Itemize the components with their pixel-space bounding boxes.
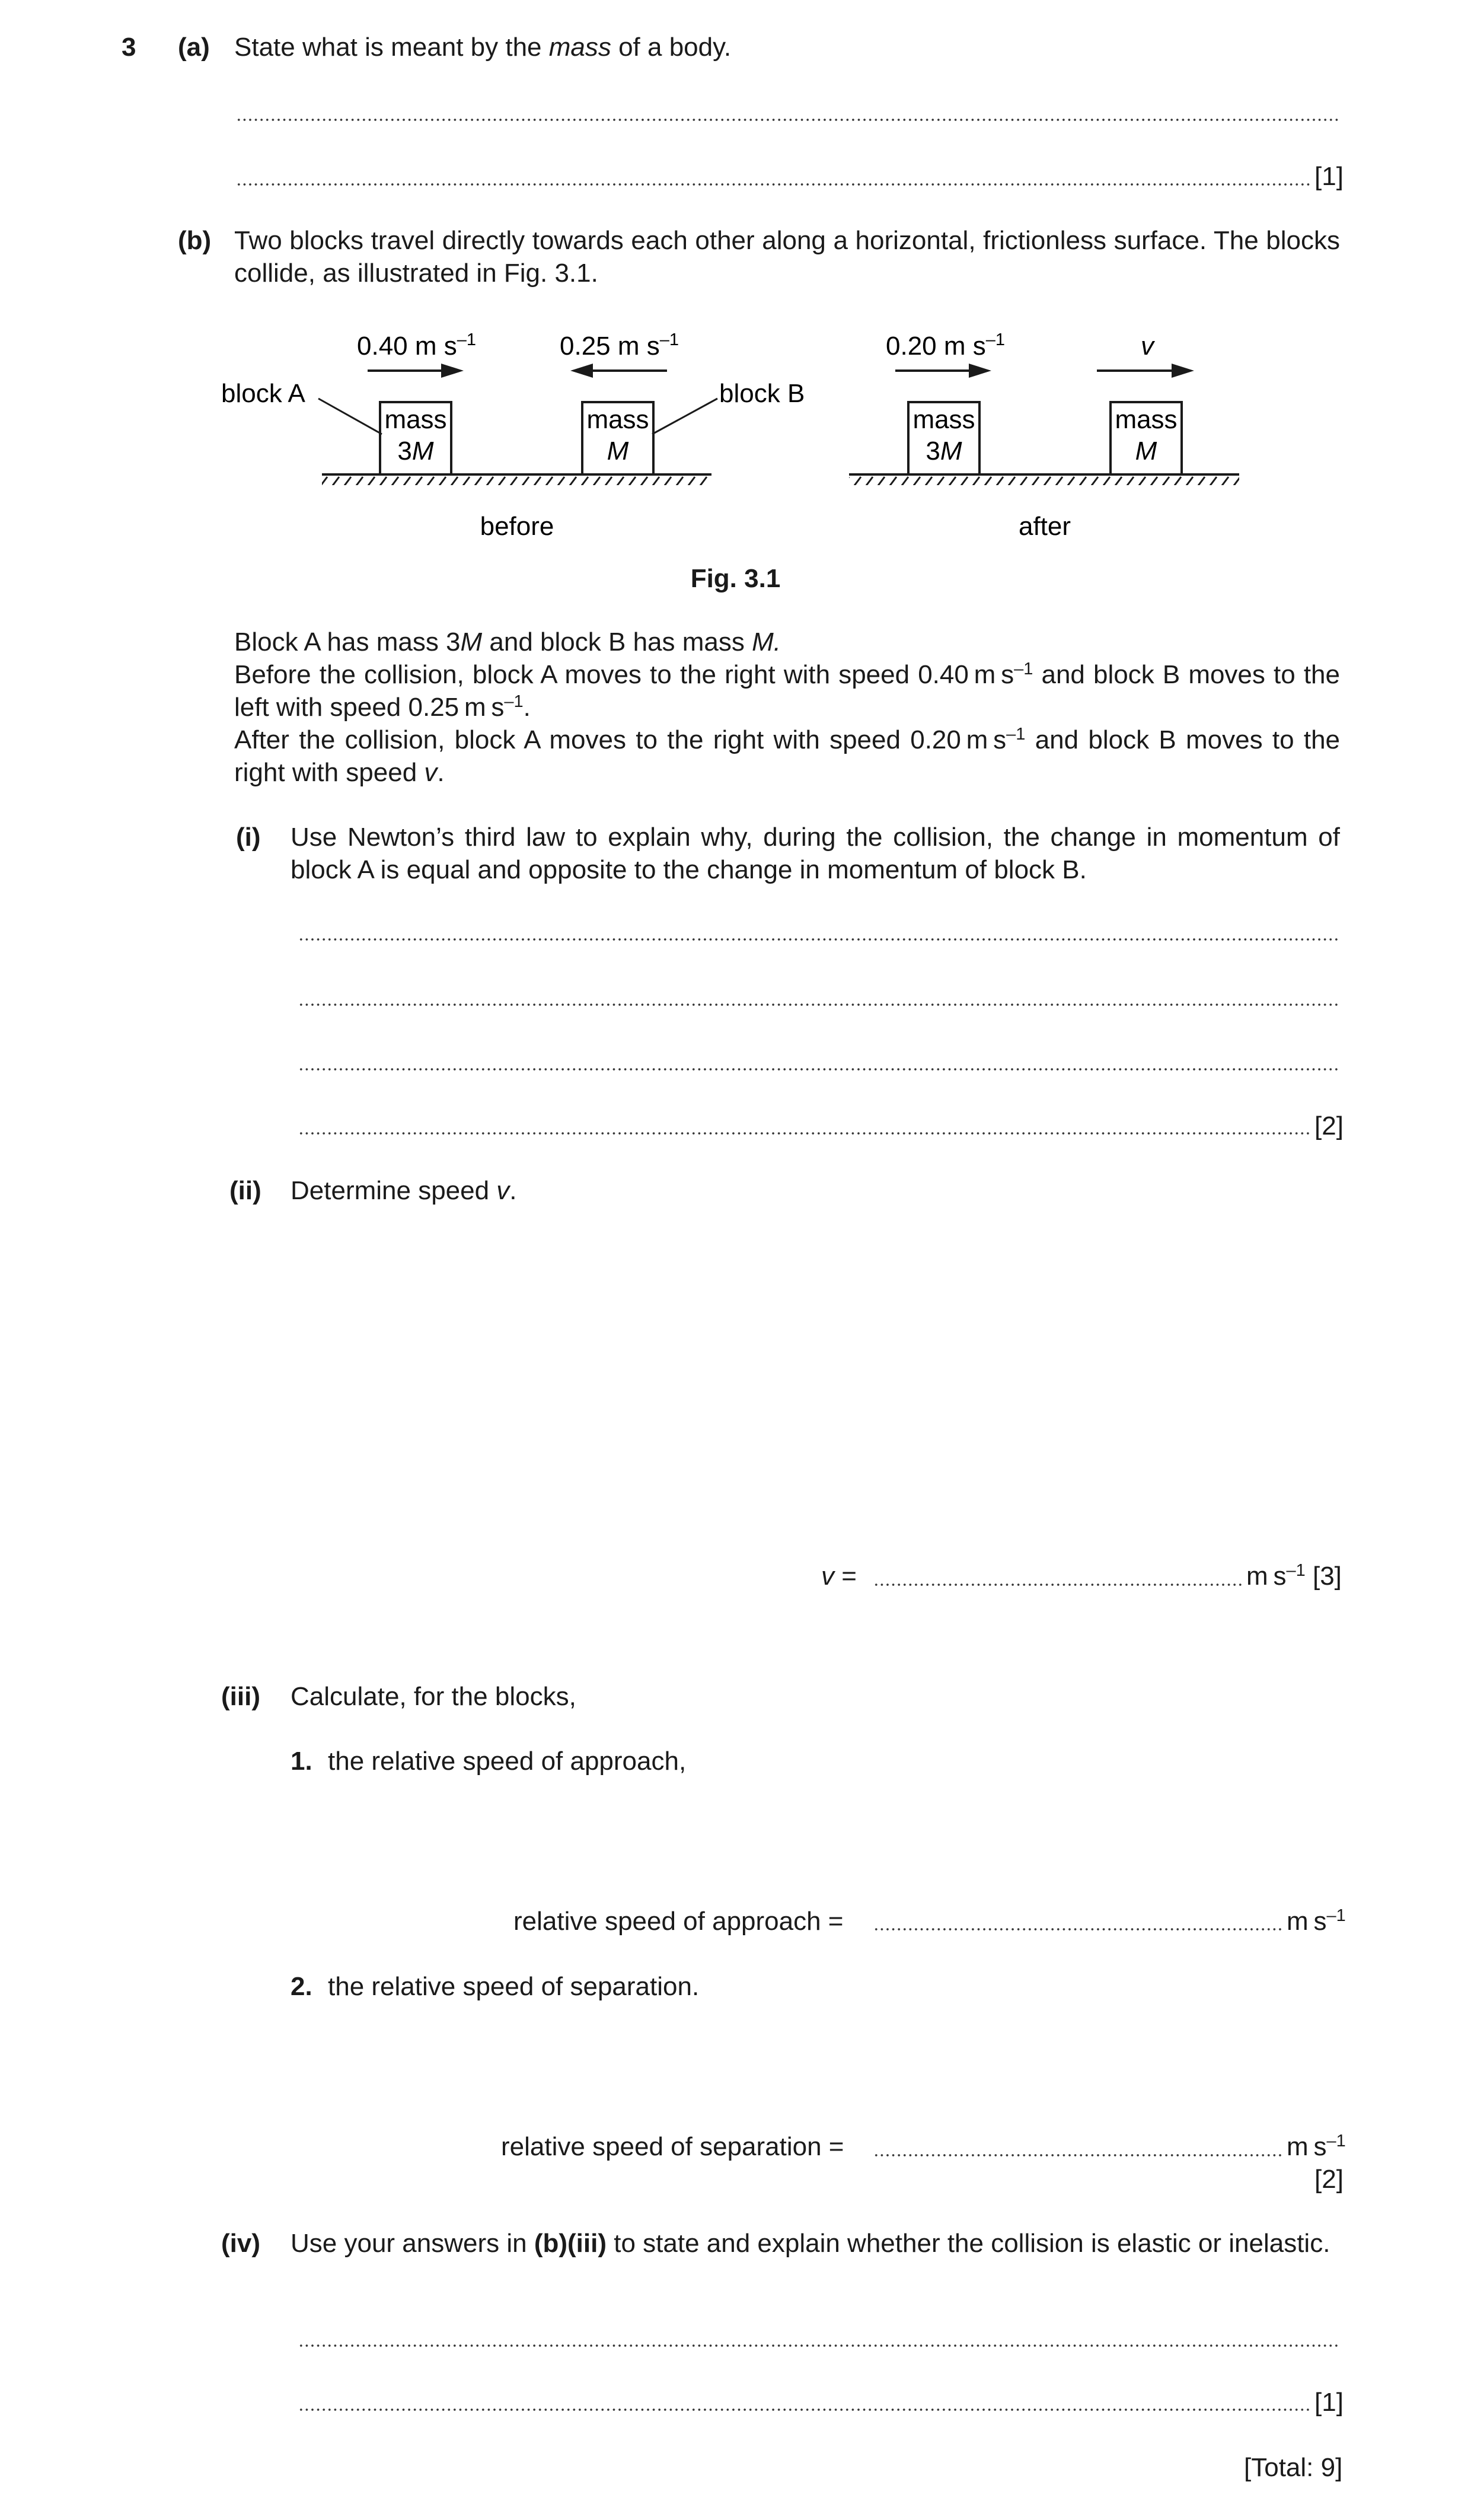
sub-iv-question: Use your answers in (b)(iii) to state and explain whether the collision is elastic or inelastic. <box>291 2229 1330 2258</box>
part-b-intro: Two blocks travel directly towards each other along a horizontal, frictionless surface. The blocks collide, as illustrated in Fig. 3.1. <box>234 226 1340 288</box>
after-speed-b-label: v <box>1141 332 1154 361</box>
after-block-a-mass-value: 3M <box>926 437 962 466</box>
after-arrow-a <box>895 364 991 378</box>
info-line-3: After the collision, block A moves to the right with speed 0.20 m $s^{-1}$ and block B moves to the right with speed v. <box>234 725 1341 787</box>
sub-iv-marks: [1] <box>1314 2388 1344 2417</box>
sub-ii-label: (ii) <box>229 1176 261 1205</box>
after-ground <box>849 474 1239 485</box>
part-a-question: State what is meant by the mass of a body. <box>234 33 732 62</box>
answer-line-separation[interactable] <box>873 2154 1282 2156</box>
question-number: 3 <box>122 33 136 62</box>
before-arrow-a <box>368 364 464 378</box>
sub-i-label: (i) <box>236 823 261 852</box>
answer-line-a1[interactable] <box>236 119 1340 121</box>
before-block-b-mass-word: mass <box>586 405 649 434</box>
answer-line-v[interactable] <box>873 1584 1242 1586</box>
block-b-label: block B <box>719 379 805 408</box>
separation-answer-label: relative speed of separation = <box>501 2132 844 2161</box>
before-ground <box>322 474 711 485</box>
figure-caption: Fig. 3.1 <box>690 564 781 593</box>
before-block-b <box>582 402 653 474</box>
sub-iii-item1-text: the relative speed of approach, <box>328 1747 687 1776</box>
before-block-a <box>380 402 451 474</box>
sub-ii-question: Determine speed v. <box>291 1176 517 1205</box>
after-block-a-mass-word: mass <box>912 405 975 434</box>
sub-iii-item2-number: 2. <box>291 1972 312 2001</box>
part-b-label: (b) <box>178 226 212 255</box>
after-block-a <box>908 402 979 474</box>
sub-iii-item1-number: 1. <box>291 1747 312 1776</box>
after-block-b-mass-value: M <box>1135 437 1157 466</box>
after-speed-a-label: 0.20 m $s^{-1}$ <box>886 330 1006 361</box>
after-caption: after <box>1018 512 1071 541</box>
answer-line-i4[interactable] <box>298 1132 1312 1135</box>
sub-iii-label: (iii) <box>221 1682 260 1711</box>
block-a-label: block A <box>221 379 305 408</box>
block-a-leader-line <box>318 399 382 434</box>
sub-i-question: Use Newton’s third law to explain why, during the collision, the change in momentum of block A is equal and opposite to the change in momentum of block B. <box>291 823 1340 884</box>
sub-iii-question: Calculate, for the blocks, <box>291 1682 576 1711</box>
sub-i-marks: [2] <box>1314 1111 1344 1140</box>
before-speed-a-label: 0.40 m $s^{-1}$ <box>357 330 477 361</box>
answer-line-iv1[interactable] <box>298 2344 1340 2347</box>
answer-line-iv2[interactable] <box>298 2409 1312 2411</box>
approach-answer-unit: m $s^{-1}$ <box>1287 1906 1346 1936</box>
answer-line-i3[interactable] <box>298 1068 1340 1071</box>
part-a-marks: [1] <box>1314 162 1344 191</box>
sub-iii-marks: [2] <box>1314 2165 1344 2194</box>
sub-ii-answer-label: v = <box>821 1562 857 1591</box>
block-b-leader-line <box>652 399 717 434</box>
answer-line-i2[interactable] <box>298 1003 1340 1006</box>
sub-iii-item2-text: the relative speed of separation. <box>328 1972 700 2001</box>
answer-line-approach[interactable] <box>873 1928 1282 1930</box>
before-caption: before <box>480 512 554 541</box>
before-block-b-mass-value: M <box>607 437 629 466</box>
sub-ii-answer-unit: m $s^{-1}$ [3] <box>1246 1561 1342 1591</box>
sub-iv-label: (iv) <box>221 2229 260 2258</box>
part-a-label: (a) <box>178 33 210 62</box>
info-line-2: Before the collision, block A moves to the right with speed 0.40 m $s^{-1}$ and block B moves to the left with speed 0.25 m $s^{-1}$. <box>234 660 1340 722</box>
answer-line-a2[interactable] <box>236 183 1312 186</box>
before-speed-b-label: 0.25 m $s^{-1}$ <box>560 330 679 361</box>
before-block-a-mass-value: 3M <box>397 437 434 466</box>
fig-3-1-diagram <box>213 323 1281 560</box>
separation-answer-unit: m $s^{-1}$ <box>1287 2132 1346 2161</box>
approach-answer-label: relative speed of approach = <box>513 1907 844 1936</box>
before-arrow-b <box>570 364 667 378</box>
after-block-b-mass-word: mass <box>1115 405 1178 434</box>
info-line-1: Block A has mass 3M and block B has mass M. <box>234 627 781 657</box>
answer-line-i1[interactable] <box>298 938 1340 941</box>
question-total: [Total: 9] <box>1244 2453 1343 2482</box>
after-block-b <box>1111 402 1182 474</box>
before-block-a-mass-word: mass <box>384 405 447 434</box>
after-arrow-b <box>1097 364 1194 378</box>
